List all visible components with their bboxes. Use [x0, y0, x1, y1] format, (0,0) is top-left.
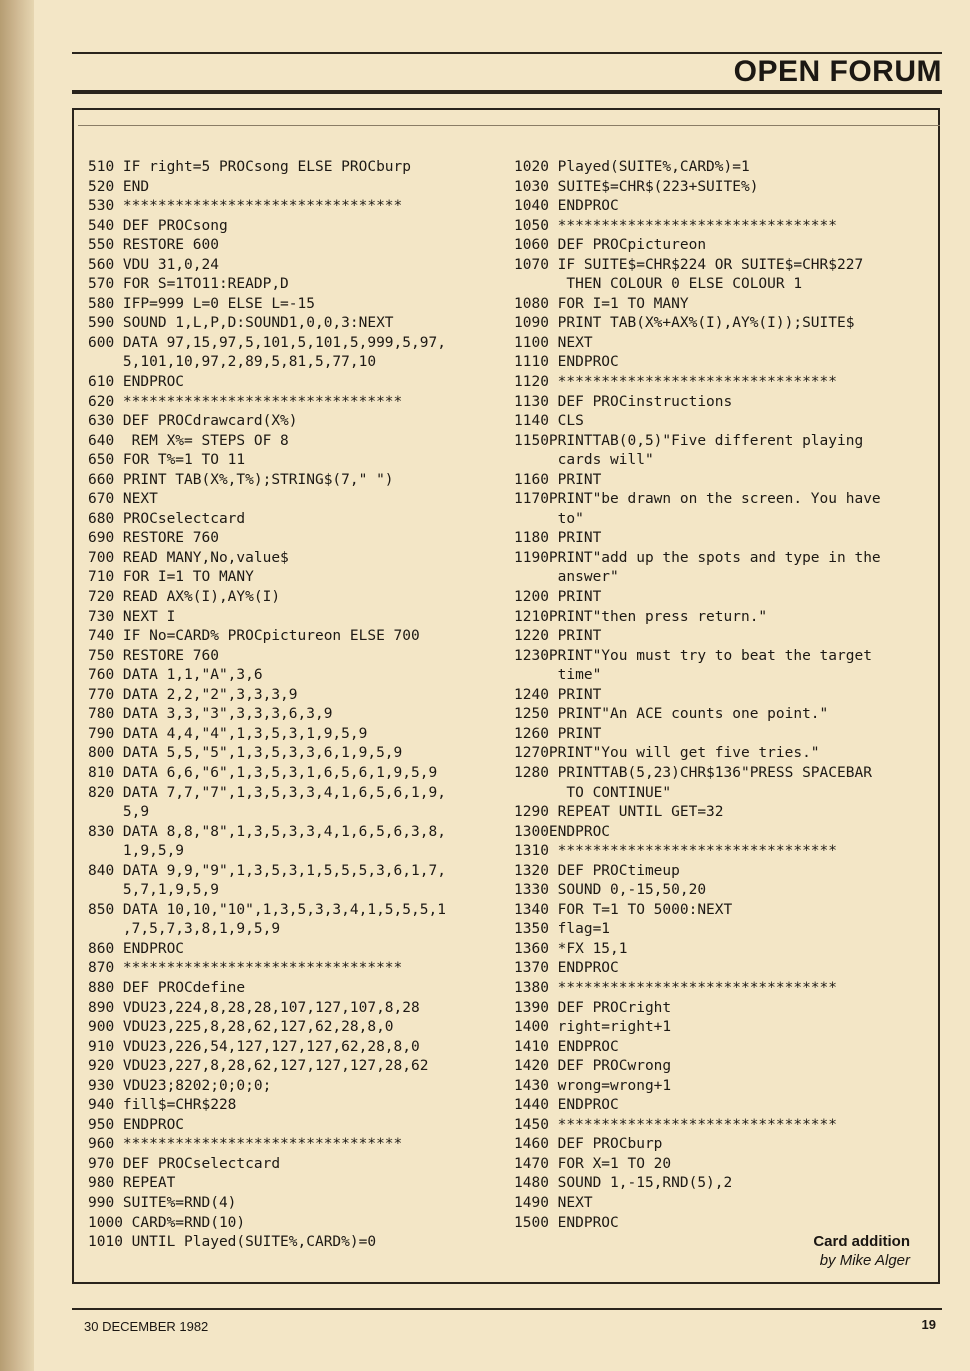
code-line: 980 REPEAT [88, 1175, 176, 1192]
code-line: 1310 ******************************** [514, 843, 838, 860]
code-line: 800 DATA 5,5,"5",1,3,5,3,3,6,1,9,5,9 [88, 745, 403, 762]
code-line: 1410 ENDPROC [514, 1038, 619, 1055]
code-line: 1220 PRINT [514, 628, 602, 645]
code-line: 730 NEXT I [88, 608, 176, 625]
header-bottom-rule [72, 90, 942, 94]
code-line: 1320 DEF PROCtimeup [514, 862, 680, 879]
code-line: 740 IF No=CARD% PROCpictureon ELSE 700 [88, 628, 420, 645]
code-line: 640 REM X%= STEPS OF 8 [88, 432, 289, 449]
code-line: 940 fill$=CHR$228 [88, 1097, 237, 1114]
code-line: 540 DEF PROCsong [88, 217, 228, 234]
header-top-rule [72, 52, 942, 54]
code-line: 1000 CARD%=RND(10) [88, 1214, 246, 1231]
code-line: 1010 UNTIL Played(SUITE%,CARD%)=0 [88, 1234, 377, 1251]
code-line: 1460 DEF PROCburp [514, 1136, 663, 1153]
code-line: 1160 PRINT [514, 471, 602, 488]
code-line: 550 RESTORE 600 [88, 237, 219, 254]
code-line: 1330 SOUND 0,-15,50,20 [514, 882, 707, 899]
code-line: 610 ENDPROC [88, 374, 185, 391]
code-line: THEN COLOUR 0 ELSE COLOUR 1 [514, 276, 803, 293]
code-line: 1280 PRINTTAB(5,23)CHR$136"PRESS SPACEBAR [514, 764, 872, 781]
code-line: 1210PRINT"then press return." [514, 608, 768, 625]
code-line: 1030 SUITE$=CHR$(223+SUITE%) [514, 178, 759, 195]
code-line: 930 VDU23;8202;0;0;0; [88, 1077, 272, 1094]
code-line: 1,9,5,9 [88, 843, 185, 860]
code-line: 1250 PRINT"An ACE counts one point." [514, 706, 829, 723]
code-line: 1130 DEF PROCinstructions [514, 393, 733, 410]
code-line: 990 SUITE%=RND(4) [88, 1194, 237, 1211]
code-line: 620 ******************************** [88, 393, 403, 410]
code-line: 820 DATA 7,7,"7",1,3,5,3,3,4,1,6,5,6,1,9, [88, 784, 446, 801]
code-line: 710 FOR I=1 TO MANY [88, 569, 254, 586]
code-line: 1350 flag=1 [514, 921, 611, 938]
code-line: 670 NEXT [88, 491, 158, 508]
code-line: 1240 PRINT [514, 686, 602, 703]
code-line: 840 DATA 9,9,"9",1,3,5,3,1,5,5,5,3,6,1,7, [88, 862, 446, 879]
code-line: 5,9 [88, 804, 150, 821]
code-line: 960 ******************************** [88, 1136, 403, 1153]
code-line: 770 DATA 2,2,"2",3,3,3,9 [88, 686, 298, 703]
footer-rule [72, 1308, 942, 1310]
code-line: 970 DEF PROCselectcard [88, 1155, 281, 1172]
code-line: 5,101,10,97,2,89,5,81,5,77,10 [88, 354, 377, 371]
program-listing-right-column [514, 158, 881, 1233]
issue-date: 30 DECEMBER 1982 [84, 1319, 209, 1334]
code-line: 680 PROCselectcard [88, 510, 246, 527]
code-line: 1270PRINT"You will get five tries." [514, 745, 820, 762]
code-line: 570 FOR S=1TO11:READP,D [88, 276, 289, 293]
code-line: 1100 NEXT [514, 334, 593, 351]
code-line: 1060 DEF PROCpictureon [514, 237, 707, 254]
code-line: 590 SOUND 1,L,P,D:SOUND1,0,0,3:NEXT [88, 315, 394, 332]
code-line: 1140 CLS [514, 413, 584, 430]
code-line: 1190PRINT"add up the spots and type in the [514, 549, 881, 566]
code-line: 1070 IF SUITE$=CHR$224 OR SUITE$=CHR$227 [514, 256, 864, 273]
code-line: 530 ******************************** [88, 198, 403, 215]
code-line: 1170PRINT"be drawn on the screen. You have [514, 491, 881, 508]
code-line: 1370 ENDPROC [514, 960, 619, 977]
code-line: 630 DEF PROCdrawcard(X%) [88, 413, 298, 430]
code-line: 1260 PRINT [514, 725, 602, 742]
code-line: 720 READ AX%(I),AY%(I) [88, 589, 281, 606]
code-line: 1400 right=right+1 [514, 1019, 672, 1036]
code-line: 1300ENDPROC [514, 823, 611, 840]
code-line: cards will" [514, 452, 654, 469]
code-line: 860 ENDPROC [88, 940, 185, 957]
code-line: 1450 ******************************** [514, 1116, 838, 1133]
code-line: 890 VDU23,224,8,28,28,107,127,107,8,28 [88, 999, 420, 1016]
code-line: 700 READ MANY,No,value$ [88, 549, 289, 566]
code-line: 1230PRINT"You must try to beat the target [514, 647, 872, 664]
article-title: Card addition [813, 1233, 910, 1250]
code-line: 560 VDU 31,0,24 [88, 256, 219, 273]
code-line: 650 FOR T%=1 TO 11 [88, 452, 246, 469]
program-listing-left-column [88, 158, 446, 1253]
code-line: 750 RESTORE 760 [88, 647, 219, 664]
code-line: 1110 ENDPROC [514, 354, 619, 371]
code-line: 1360 *FX 15,1 [514, 940, 628, 957]
code-line: 900 VDU23,225,8,28,62,127,62,28,8,0 [88, 1019, 394, 1036]
code-line: 1480 SOUND 1,-15,RND(5),2 [514, 1175, 733, 1192]
code-line: 1180 PRINT [514, 530, 602, 547]
code-line: 1380 ******************************** [514, 979, 838, 996]
code-line: 760 DATA 1,1,"A",3,6 [88, 667, 263, 684]
article-byline: by Mike Alger [819, 1252, 910, 1269]
code-line: TO CONTINUE" [514, 784, 672, 801]
code-line: time" [514, 667, 602, 684]
code-line: 1200 PRINT [514, 589, 602, 606]
code-line: 790 DATA 4,4,"4",1,3,5,3,1,9,5,9 [88, 725, 368, 742]
code-line: 1150PRINTTAB(0,5)"Five different playing [514, 432, 864, 449]
code-line: 1120 ******************************** [514, 374, 838, 391]
code-line: 1430 wrong=wrong+1 [514, 1077, 672, 1094]
code-line: 1420 DEF PROCwrong [514, 1058, 672, 1075]
code-line: 1080 FOR I=1 TO MANY [514, 295, 689, 312]
code-line: 780 DATA 3,3,"3",3,3,3,6,3,9 [88, 706, 333, 723]
code-line: 510 IF right=5 PROCsong ELSE PROCburp [88, 159, 412, 175]
code-line: 580 IFP=999 L=0 ELSE L=-15 [88, 295, 315, 312]
code-line: 1040 ENDPROC [514, 198, 619, 215]
code-line: 1390 DEF PROCright [514, 999, 672, 1016]
code-line: 880 DEF PROCdefine [88, 979, 246, 996]
code-line: 870 ******************************** [88, 960, 403, 977]
code-line: 1500 ENDPROC [514, 1214, 619, 1231]
code-line: 910 VDU23,226,54,127,127,127,62,28,8,0 [88, 1038, 420, 1055]
code-line: 660 PRINT TAB(X%,T%);STRING$(7," ") [88, 471, 394, 488]
code-line: 1090 PRINT TAB(X%+AX%(I),AY%(I));SUITE$ [514, 315, 855, 332]
code-line: 850 DATA 10,10,"10",1,3,5,3,3,4,1,5,5,5,1 [88, 901, 446, 918]
article-caption [813, 1232, 910, 1270]
code-line: 520 END [88, 178, 150, 195]
code-line: 810 DATA 6,6,"6",1,3,5,3,1,6,5,6,1,9,5,9 [88, 764, 438, 781]
code-line: ,7,5,7,3,8,1,9,5,9 [88, 921, 281, 938]
code-line: 1470 FOR X=1 TO 20 [514, 1155, 672, 1172]
code-line: 830 DATA 8,8,"8",1,3,5,3,3,4,1,6,5,6,3,8, [88, 823, 446, 840]
page-number: 19 [921, 1317, 936, 1332]
code-line: 1490 NEXT [514, 1194, 593, 1211]
section-title: OPEN FORUM [733, 55, 942, 88]
code-line: to" [514, 510, 584, 527]
code-line: 5,7,1,9,5,9 [88, 882, 219, 899]
code-line: 950 ENDPROC [88, 1116, 185, 1133]
code-line: 920 VDU23,227,8,28,62,127,127,127,28,62 [88, 1058, 429, 1075]
code-line: answer" [514, 569, 619, 586]
code-line: 1020 Played(SUITE%,CARD%)=1 [514, 159, 750, 175]
code-line: 1050 ******************************** [514, 217, 838, 234]
code-line: 690 RESTORE 760 [88, 530, 219, 547]
code-line: 1440 ENDPROC [514, 1097, 619, 1114]
page-spine [0, 0, 34, 1371]
code-line: 1340 FOR T=1 TO 5000:NEXT [514, 901, 733, 918]
code-line: 1290 REPEAT UNTIL GET=32 [514, 804, 724, 821]
code-line: 600 DATA 97,15,97,5,101,5,101,5,999,5,97, [88, 334, 446, 351]
